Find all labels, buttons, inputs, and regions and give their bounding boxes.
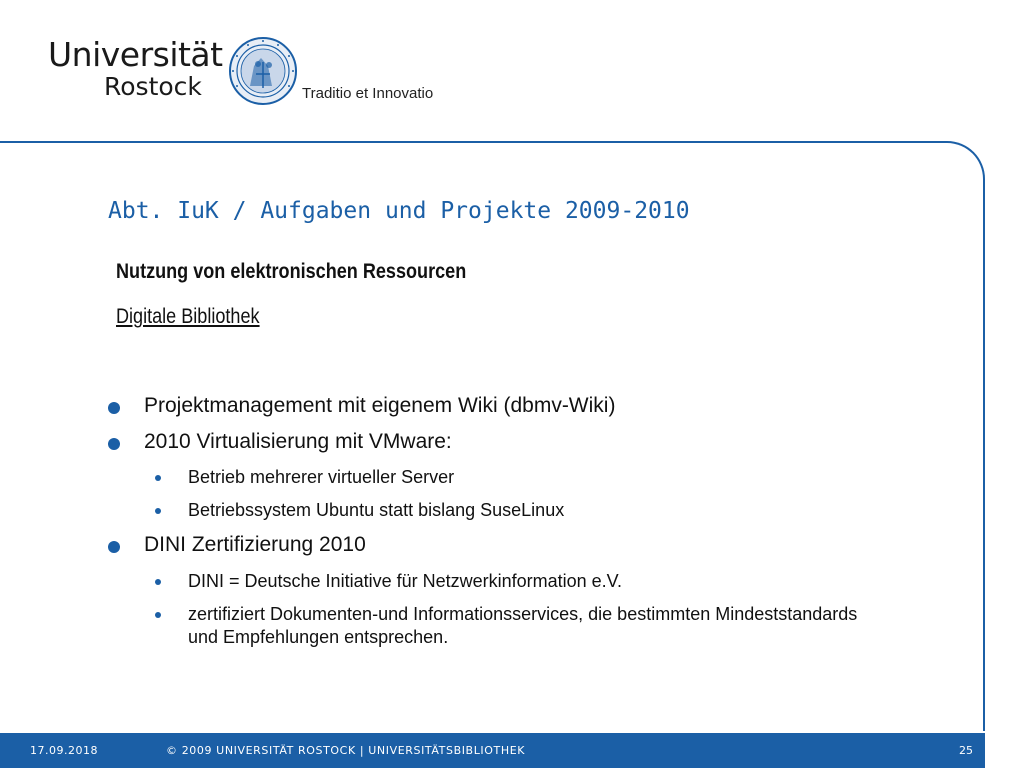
- list-item-text: 2010 Virtualisierung mit VMware:: [144, 430, 452, 453]
- footer-bar: [0, 733, 985, 768]
- content-frame: [0, 141, 985, 731]
- list-item-text: Projektmanagement mit eigenem Wiki (dbmv-Wiki): [144, 394, 616, 417]
- slide-title: Abt. IuK / Aufgaben und Projekte 2009-2010: [108, 198, 690, 224]
- sub-list-item-text: Betriebssystem Ubuntu statt bislang SuseLinux: [188, 500, 565, 520]
- sub-list-item-text: Betrieb mehrerer virtueller Server: [188, 467, 455, 487]
- footer-date: 17.09.2018: [30, 744, 98, 757]
- sub-list-item-text: DINI = Deutsche Initiative für Netzwerkinformation e.V.: [188, 571, 623, 591]
- university-seal-icon: [228, 36, 298, 106]
- logo-motto: Traditio et Innovatio: [302, 85, 434, 102]
- logo-university-text: Universität: [48, 35, 223, 74]
- slide-subtitle: Nutzung von elektronischen Ressourcen: [116, 260, 467, 283]
- footer-copyright: © 2009 UNIVERSITÄT ROSTOCK | UNIVERSITÄTSBIBLIOTHEK: [166, 744, 526, 757]
- logo-city-text: Rostock: [104, 72, 202, 101]
- sub-list-item-text: zertifiziert Dokumenten-und Informationsservices, die bestimmten Mindeststandards und Empfehlungen entsprechen.: [188, 604, 858, 647]
- page-number: 25: [959, 744, 973, 757]
- list-item-text: DINI Zertifizierung 2010: [144, 533, 366, 556]
- section-link-digitale-bibliothek[interactable]: Digitale Bibliothek: [116, 305, 260, 328]
